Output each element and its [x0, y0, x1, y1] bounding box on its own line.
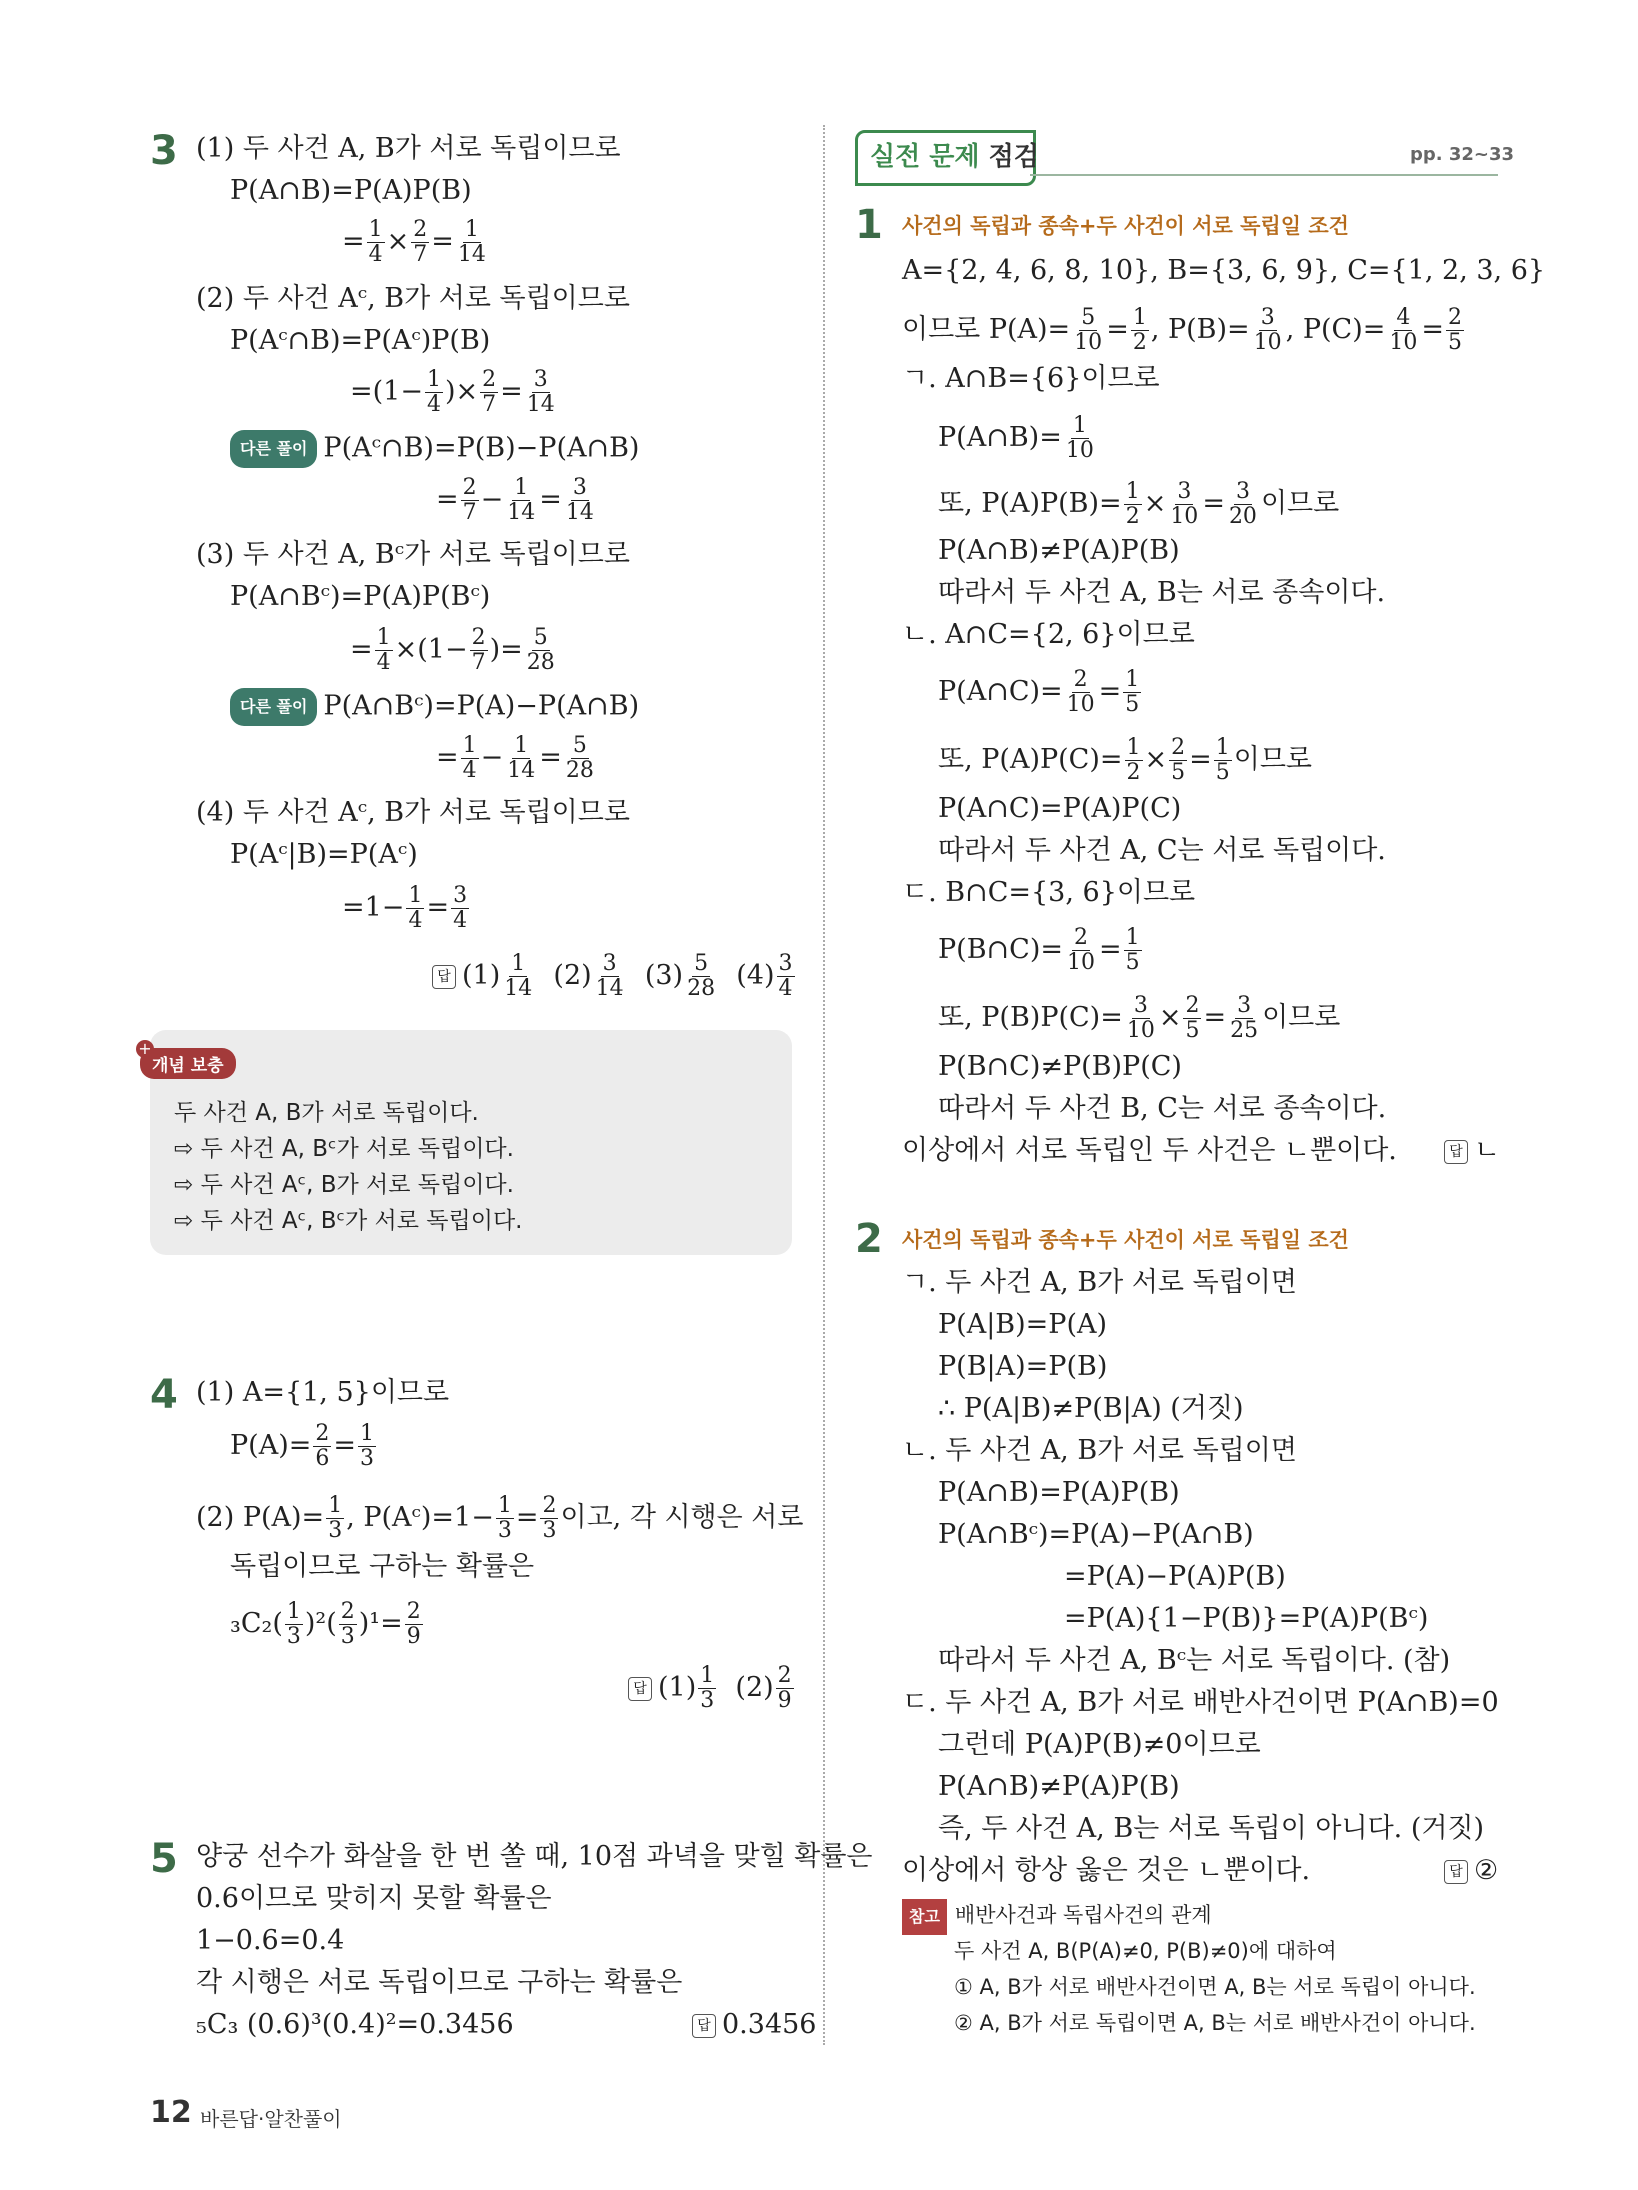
concept-l1: 두 사건 A, B가 서로 독립이다.: [174, 1100, 479, 1126]
q3-p1-l2: = $\frac{1}{4}$ × $\frac{2}{7}$ = $\frac{1}{14}$: [342, 217, 486, 267]
r-q2-answer: 답 ②: [1444, 1854, 1498, 1888]
q3-p2-l2: =(1− $\frac{1}{4}$ )× $\frac{2}{7}$ = $\frac{3}{14}$: [350, 367, 555, 417]
r-q2-n-l5: 따라서 두 사건 A, Bᶜ는 서로 독립이다. (참): [938, 1645, 1451, 1676]
q5-l2: 0.6이므로 맞히지 못할 확률은: [196, 1883, 552, 1914]
r-q1-sets: A={2, 4, 6, 8, 10}, B={3, 6, 9}, C={1, 2, 3, 6}: [902, 255, 1546, 286]
r-q2-n-l1: P(A∩B)=P(A)P(B): [938, 1477, 1180, 1508]
q3-p1-head: (1) 두 사건 A, B가 서로 독립이므로: [196, 133, 621, 164]
r-q2-d-head: ㄷ. 두 사건 A, B가 서로 배반사건이면 P(A∩B)=0: [902, 1687, 1499, 1718]
r-q1-probs: 이므로 P(A)= $\frac{5}{10}$ = $\frac{1}{2}$ , P(B)= $\frac{3}{10}$ , P(C)= $\frac{4}{10}$ = $\frac{2}{5}$: [902, 305, 1462, 355]
r-q2-topic: 사건의 독립과 종속+두 사건이 서로 독립일 조건: [902, 1228, 1349, 1252]
r-q2-note-l2: ① A, B가 서로 배반사건이면 A, B는 서로 독립이 아니다.: [954, 1975, 1476, 1999]
r-q1-g-l2: 또, P(A)P(B)= $\frac{1}{2}$ × $\frac{3}{10}$ = $\frac{3}{20}$ 이므로: [938, 479, 1340, 529]
header-rule: [1030, 174, 1498, 176]
q4-number: 4: [150, 1372, 178, 1418]
q3-p4-head: (4) 두 사건 Aᶜ, B가 서로 독립이므로: [196, 797, 630, 828]
section-title: 실전 문제 점검: [870, 142, 1039, 172]
q3-p2-alt-l2: = $\frac{2}{7}$ − $\frac{1}{14}$ = $\frac{3}{14}$: [436, 475, 594, 525]
answer-icon: 답: [1444, 1140, 1468, 1164]
alt-solution-badge: 다른 풀이: [230, 430, 317, 468]
q3-p2-alt-text: P(Aᶜ∩B)=P(B)−P(A∩B): [323, 432, 640, 464]
r-q1-topic: 사건의 독립과 종속+두 사건이 서로 독립일 조건: [902, 214, 1349, 238]
answer-icon: 답: [692, 2014, 716, 2038]
r-q2-d-l2: P(A∩B)≠P(A)P(B): [938, 1771, 1180, 1802]
q4-p1-head: (1) A={1, 5}이므로: [196, 1377, 450, 1408]
alt-solution-badge: 다른 풀이: [230, 688, 317, 726]
r-q1-answer: 답 ㄴ: [1444, 1134, 1500, 1168]
note-tag: 참고: [902, 1899, 947, 1935]
r-q2-note-l1: 두 사건 A, B(P(A)≠0, P(B)≠0)에 대하여: [954, 1939, 1337, 1963]
q4-p2-l2: ₃C₂( $\frac{1}{3}$ )²( $\frac{2}{3}$ )¹= $\frac{2}{9}$: [230, 1599, 421, 1649]
q3-p2-alt: [230, 430, 639, 468]
q5-l4: 각 시행은 서로 독립이므로 구하는 확률은: [196, 1967, 683, 1998]
r-q1-n-head: ㄴ. A∩C={2, 6}이므로: [902, 619, 1195, 650]
q3-p2-head: (2) 두 사건 Aᶜ, B가 서로 독립이므로: [196, 283, 630, 314]
r-q2-number: 2: [855, 1216, 883, 1262]
plus-icon: +: [136, 1040, 154, 1058]
q5-l3: 1−0.6=0.4: [196, 1925, 345, 1956]
page-range: pp. 32~33: [1410, 144, 1515, 165]
q3-p3-alt-text: P(A∩Bᶜ)=P(A)−P(A∩B): [323, 690, 640, 722]
r-q2-d-l1: 그런데 P(A)P(B)≠0이므로: [938, 1729, 1261, 1760]
r-q2-d-l3: 즉, 두 사건 A, B는 서로 독립이 아니다. (거짓): [938, 1813, 1485, 1844]
r-q1-d-l4: 따라서 두 사건 B, C는 서로 종속이다.: [938, 1093, 1387, 1124]
q3-answer: 답 (1) $\frac{1}{14}$ (2) $\frac{3}{14}$ (3) $\frac{5}{28}$ (4) $\frac{3}{4}$: [432, 952, 797, 1001]
q3-p3-alt-l2: = $\frac{1}{4}$ − $\frac{1}{14}$ = $\frac{5}{28}$: [436, 733, 594, 783]
q3-p3-l1: P(A∩Bᶜ)=P(A)P(Bᶜ): [230, 581, 491, 612]
r-q1-g-l1: P(A∩B)= $\frac{1}{10}$: [938, 413, 1094, 463]
q3-p3-head: (3) 두 사건 A, Bᶜ가 서로 독립이므로: [196, 539, 630, 570]
q4-answer: 답 (1) $\frac{1}{3}$ (2) $\frac{2}{9}$: [628, 1664, 796, 1713]
q4-p2-l1: 독립이므로 구하는 확률은: [230, 1551, 535, 1582]
footer-title: 바른답·알찬풀이: [200, 2107, 342, 2131]
r-q1-d-head: ㄷ. B∩C={3, 6}이므로: [902, 877, 1196, 908]
q5-l5: ₅C₃ (0.6)³(0.4)²=0.3456: [196, 2009, 514, 2040]
r-q1-g-l4: 따라서 두 사건 A, B는 서로 종속이다.: [938, 577, 1386, 608]
r-q1-d-l1: P(B∩C)= $\frac{2}{10}$ = $\frac{1}{5}$: [938, 925, 1140, 975]
q3-p4-l1: P(Aᶜ|B)=P(Aᶜ): [230, 839, 418, 870]
concept-l4: ⇨ 두 사건 Aᶜ, Bᶜ가 서로 독립이다.: [174, 1208, 523, 1234]
q4-p1-l1: P(A)= $\frac{2}{6}$ = $\frac{1}{3}$: [230, 1421, 374, 1471]
q5-number: 5: [150, 1836, 178, 1882]
concept-l2: ⇨ 두 사건 A, Bᶜ가 서로 독립이다.: [174, 1136, 514, 1162]
r-q1-g-head: ㄱ. A∩B={6}이므로: [902, 363, 1160, 394]
r-q1-n-l1: P(A∩C)= $\frac{2}{10}$ = $\frac{1}{5}$: [938, 667, 1140, 717]
r-q2-n-l3: =P(A)−P(A)P(B): [1064, 1561, 1286, 1592]
r-q1-conclusion: 이상에서 서로 독립인 두 사건은 ㄴ뿐이다.: [902, 1135, 1397, 1166]
r-q1-d-l3: P(B∩C)≠P(B)P(C): [938, 1051, 1182, 1082]
answer-icon: 답: [628, 1677, 652, 1701]
q3-p4-l2: =1− $\frac{1}{4}$ = $\frac{3}{4}$: [342, 883, 468, 933]
r-q2-conclusion: 이상에서 항상 옳은 것은 ㄴ뿐이다.: [902, 1855, 1311, 1886]
r-q1-d-l2: 또, P(B)P(C)= $\frac{3}{10}$ × $\frac{2}{5}$ = $\frac{3}{25}$ 이므로: [938, 993, 1341, 1043]
answer-icon: 답: [1444, 1860, 1468, 1884]
q5-answer: 답 0.3456: [692, 2008, 816, 2042]
r-q2-g-l1: P(A|B)=P(A): [938, 1309, 1108, 1340]
r-q2-g-l2: P(B|A)=P(B): [938, 1351, 1108, 1382]
page-number: 12: [150, 2095, 192, 2130]
r-q2-n-l4: =P(A){1−P(B)}=P(A)P(Bᶜ): [1064, 1603, 1429, 1634]
r-q2-n-l2: P(A∩Bᶜ)=P(A)−P(A∩B): [938, 1519, 1254, 1550]
column-divider: [823, 125, 825, 2045]
concept-l3: ⇨ 두 사건 Aᶜ, B가 서로 독립이다.: [174, 1172, 514, 1198]
r-q1-n-l4: 따라서 두 사건 A, C는 서로 독립이다.: [938, 835, 1386, 866]
r-q2-note-title: 참고 배반사건과 독립사건의 관계: [902, 1898, 1212, 1935]
r-q1-g-l3: P(A∩B)≠P(A)P(B): [938, 535, 1180, 566]
concept-badge: 개념 보충: [140, 1048, 236, 1079]
q3-p2-l1: P(Aᶜ∩B)=P(Aᶜ)P(B): [230, 325, 491, 356]
q3-p3-alt: [230, 688, 639, 726]
q3-number: 3: [150, 128, 178, 174]
q3-p3-l2: = $\frac{1}{4}$ ×(1− $\frac{2}{7}$ )= $\frac{5}{28}$: [350, 625, 555, 675]
q4-p2-head: (2) P(A)= $\frac{1}{3}$ , P(Aᶜ)=1− $\frac{1}{3}$ = $\frac{2}{3}$ 이고, 각 시행은 서로: [196, 1493, 804, 1543]
r-q2-note-l3: ② A, B가 서로 독립이면 A, B는 서로 배반사건이 아니다.: [954, 2011, 1476, 2035]
r-q2-g-head: ㄱ. 두 사건 A, B가 서로 독립이면: [902, 1267, 1297, 1298]
r-q2-g-l3: ∴ P(A|B)≠P(B|A) (거짓): [938, 1393, 1244, 1424]
q3-p1-l1: P(A∩B)=P(A)P(B): [230, 175, 472, 206]
answer-icon: 답: [432, 965, 456, 989]
r-q1-n-l3: P(A∩C)=P(A)P(C): [938, 793, 1182, 824]
q5-l1: 양궁 선수가 화살을 한 번 쏠 때, 10점 과녁을 맞힐 확률은: [196, 1841, 873, 1872]
r-q1-n-l2: 또, P(A)P(C)= $\frac{1}{2}$ × $\frac{2}{5}$ = $\frac{1}{5}$ 이므로: [938, 735, 1312, 785]
r-q1-number: 1: [855, 202, 883, 248]
r-q2-n-head: ㄴ. 두 사건 A, B가 서로 독립이면: [902, 1435, 1297, 1466]
